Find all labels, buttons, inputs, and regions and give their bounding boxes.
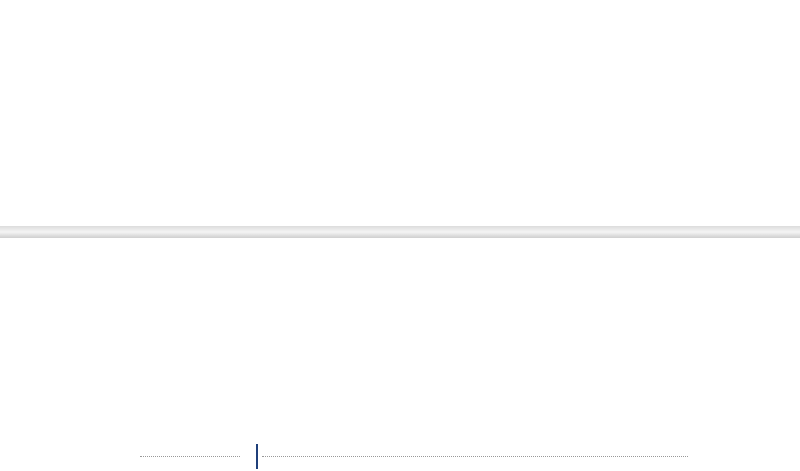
bottom-page (0, 262, 800, 471)
spiral-band (0, 226, 800, 238)
spiral-binding (0, 206, 800, 260)
footer-dots-right (262, 456, 688, 457)
footer (0, 446, 800, 471)
page-marker (256, 444, 258, 469)
top-page (0, 0, 800, 204)
footer-dots-left (140, 456, 240, 457)
